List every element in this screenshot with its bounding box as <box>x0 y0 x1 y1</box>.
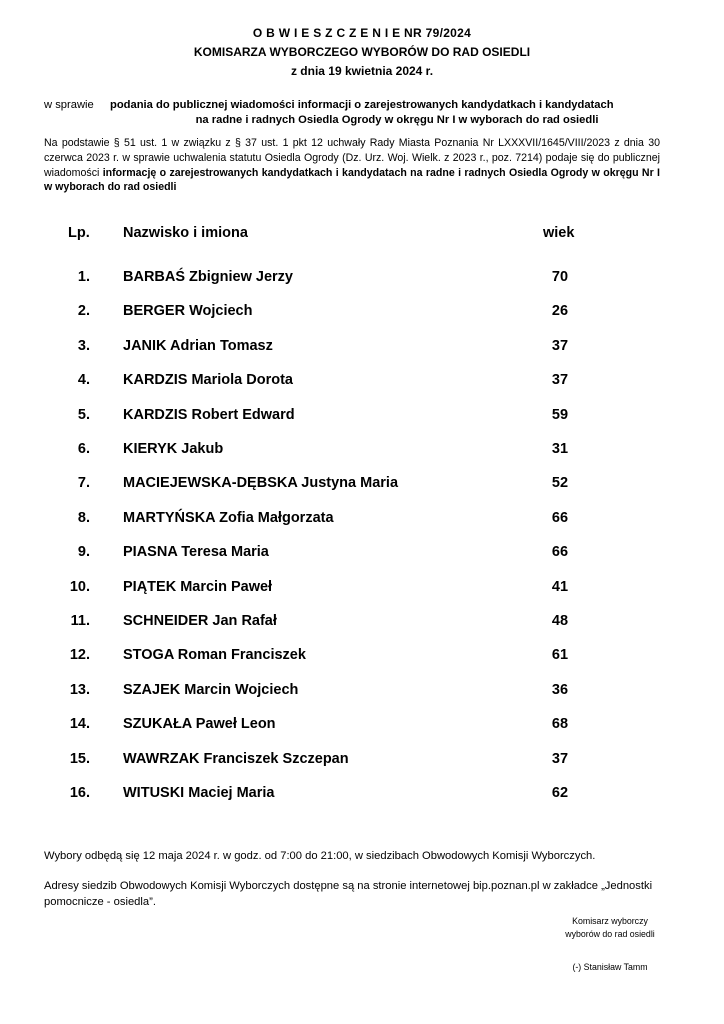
candidate-name: SZUKAŁA Paweł Leon <box>123 716 276 733</box>
candidate-age: 62 <box>551 785 569 801</box>
document-title: O B W I E S Z C Z E N I E NR 79/2024 <box>252 26 472 40</box>
candidate-name: BARBAŚ Zbigniew Jerzy <box>123 269 293 285</box>
candidate-age: 37 <box>551 337 569 354</box>
table-row <box>0 510 724 532</box>
signature-role-line-1: Komisarz wyborczy <box>572 916 648 926</box>
column-header-name: Nazwisko i imiona <box>123 225 248 241</box>
candidate-age: 59 <box>551 406 569 423</box>
subject-label: w sprawie <box>44 99 94 111</box>
signature-name: (-) Stanisław Tamm <box>572 962 648 972</box>
table-row <box>0 613 724 635</box>
table-row <box>0 682 724 704</box>
row-number: 2. <box>77 303 90 320</box>
candidate-name: MARTYŃSKA Zofia Małgorzata <box>123 509 334 526</box>
table-row <box>0 544 724 566</box>
addresses-info: Adresy siedzib Obwodowych Komisji Wyborczych dostępne są na stronie internetowej bip.poznan.pl w zakładce „Jednostki pomocnicze - osiedla”. <box>44 880 653 908</box>
candidate-age: 66 <box>551 509 569 526</box>
row-number: 10. <box>69 578 90 595</box>
candidate-age: 48 <box>551 613 569 629</box>
candidate-age: 68 <box>551 716 569 733</box>
row-number: 5. <box>77 406 90 423</box>
table-row <box>0 407 724 429</box>
row-number: 15. <box>69 750 90 767</box>
candidate-name: BERGER Wojciech <box>123 303 253 320</box>
candidate-name: SZAJEK Marcin Wojciech <box>123 681 299 698</box>
table-row <box>0 441 724 463</box>
row-number: 1. <box>77 269 90 285</box>
candidate-name: MACIEJEWSKA-DĘBSKA Justyna Maria <box>123 475 399 492</box>
candidate-name: KARDZIS Robert Edward <box>123 406 295 423</box>
table-row <box>0 338 724 360</box>
candidate-age: 70 <box>551 269 569 285</box>
candidate-age: 37 <box>551 750 569 767</box>
candidate-age: 36 <box>551 681 569 698</box>
row-number: 3. <box>77 337 90 354</box>
candidate-age: 26 <box>551 303 569 320</box>
table-row <box>0 647 724 669</box>
subject-line-2: na radne i radnych Osiedla Ogrody w okręgu Nr I w wyborach do rad osiedli <box>195 114 599 126</box>
row-number: 6. <box>77 441 90 457</box>
legal-basis-paragraph <box>44 136 660 195</box>
legal-basis-text: Na podstawie § 51 ust. 1 w związku z § 37 ust. 1 pkt 12 uchwały Rady Miasta Poznania Nr LXXXVII/1645/VIII/2023 z dnia 30 czerwca 2023 r. w sprawie uchwalenia statutu Osiedla Ogrody (Dz. Urz. Woj. Wielk. z 2023 r., poz. 7214) podaje się do publicznej wiadomości <box>44 137 660 179</box>
table-row <box>0 716 724 738</box>
candidate-name: STOGA Roman Franciszek <box>123 647 306 664</box>
candidate-name: WAWRZAK Franciszek Szczepan <box>123 750 349 767</box>
table-row <box>0 269 724 291</box>
candidate-age: 37 <box>551 372 569 389</box>
table-row <box>0 579 724 601</box>
candidate-name: PIASNA Teresa Maria <box>123 544 269 561</box>
subject-line-1: podania do publicznej wiadomości informacji o zarejestrowanych kandydatkach i kandydatach <box>110 99 614 111</box>
candidate-name: PIĄTEK Marcin Paweł <box>123 578 273 595</box>
candidate-name: JANIK Adrian Tomasz <box>123 337 273 354</box>
table-row <box>0 751 724 773</box>
row-number: 14. <box>69 716 90 733</box>
subject-text <box>110 98 684 128</box>
table-row <box>0 372 724 394</box>
row-number: 12. <box>69 647 90 664</box>
row-number: 9. <box>77 544 90 561</box>
row-number: 8. <box>77 509 90 526</box>
row-number: 4. <box>77 372 90 389</box>
row-number: 16. <box>69 785 90 801</box>
table-row <box>0 303 724 325</box>
table-row <box>0 475 724 497</box>
document-date: z dnia 19 kwietnia 2024 r. <box>290 64 434 78</box>
document-issuer: KOMISARZA WYBORCZEGO WYBORÓW DO RAD OSIEDLI <box>193 45 531 59</box>
candidate-age: 52 <box>551 475 569 492</box>
table-row <box>0 785 724 807</box>
legal-basis-bold: informację o zarejestrowanych kandydatkach i kandydatach na radne i radnych Osiedla Ogrody w okręgu Nr I w wyborach do rad osiedli <box>44 166 660 194</box>
candidate-name: SCHNEIDER Jan Rafał <box>123 613 277 629</box>
row-number: 11. <box>70 613 90 629</box>
signature-role <box>540 915 680 940</box>
column-header-lp: Lp. <box>68 225 90 241</box>
candidate-name: WITUSKI Maciej Maria <box>123 785 275 801</box>
row-number: 7. <box>77 475 90 492</box>
candidate-age: 41 <box>551 578 569 595</box>
candidate-name: KARDZIS Mariola Dorota <box>123 372 293 389</box>
candidate-name: KIERYK Jakub <box>123 441 224 457</box>
candidate-age: 61 <box>551 647 569 664</box>
column-header-age: wiek <box>543 225 575 241</box>
elections-info: Wybory odbędą się 12 maja 2024 r. w godz. od 7:00 do 21:00, w siedzibach Obwodowych Komisji Wyborczych. <box>44 850 596 862</box>
signature-role-line-2: wyborów do rad osiedli <box>565 928 655 939</box>
candidate-age: 31 <box>551 441 569 457</box>
candidate-age: 66 <box>551 544 569 561</box>
row-number: 13. <box>69 681 90 698</box>
